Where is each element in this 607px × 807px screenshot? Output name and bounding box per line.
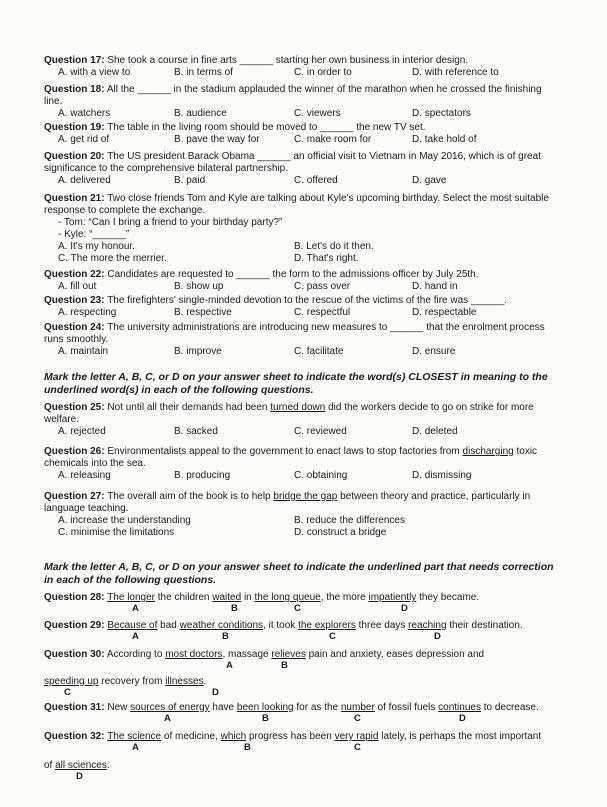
underlined-word: discharging [462,446,514,457]
letter-b: B [222,631,229,642]
letter-c: C [354,742,361,753]
part-a[interactable]: Because of [107,620,158,631]
option-b[interactable]: B. show up [174,281,224,292]
option-b[interactable]: B. respective [174,307,232,318]
option-d[interactable]: D. take hold of [412,134,477,145]
option-a[interactable]: A. delivered [58,175,111,186]
option-d[interactable]: D. with reference to [412,67,499,78]
part-c[interactable]: the long queue [254,592,321,603]
option-c[interactable]: C. viewers [294,108,341,119]
letter-a: A [164,713,171,724]
option-d[interactable]: D. ensure [412,346,456,357]
option-c[interactable]: C. pass over [294,281,351,292]
letter-b: B [244,742,251,753]
option-d[interactable]: D. respectable [412,307,477,318]
question-32: Question 32: The science of medicine, which progress has been very rapid lately, is perhaps the most important A B C of all sciences. D [44,731,542,782]
option-d[interactable]: D. construct a bridge [294,527,387,538]
letter-d: D [212,687,219,698]
underlined-word: bridge the gap [273,491,338,502]
option-b[interactable]: B. Let's do it then. [294,241,374,252]
option-d[interactable]: D. deleted [412,426,458,437]
part-b[interactable]: weather conditions [179,620,264,631]
option-a[interactable]: A. releasing [58,470,111,481]
letter-a: A [132,742,139,753]
part-c[interactable]: very rapid [334,731,379,742]
letter-d: D [76,771,83,782]
question-24: Question 24: The university administrations are introducing new measures to ______ that the enrolment process runs smoothly. A. maintain B. improve C. facilitate D. ensure [44,322,545,357]
option-c[interactable]: C. in order to [294,67,352,78]
question-29: Question 29: Because of bad weather conditions, it took the explorers three days reaching their destination. A B C D [44,620,523,642]
letter-c: C [329,631,336,642]
letter-a: A [132,631,139,642]
question-27: Question 27: The overall aim of the book is to help bridge the gap between theory and practice, particularly in language teaching. A. increase the understanding B. reduce the differences C. minimise the limitations D. construct a bridge [44,491,531,538]
part-a[interactable]: sources of energy [130,702,210,713]
option-d[interactable]: D. gave [412,175,447,186]
section-instruction-correction: Mark the letter A, B, C, or D on your answer sheet to indicate the underlined part that needs correction in each of the following questions. [44,561,554,586]
part-b[interactable]: been looking [236,702,294,713]
option-d[interactable]: D. That's right. [294,253,359,264]
part-d[interactable]: impatiently [368,592,417,603]
option-b[interactable]: B. audience [174,108,227,119]
question-30: Question 30: According to most doctors, massage relieves pain and anxiety, eases depression and A B speeding up recovery from illnesses. C D [44,649,485,698]
option-a[interactable]: A. get rid of [58,134,110,145]
part-b[interactable]: which [220,731,247,742]
option-d[interactable]: D. dismissing [412,470,472,481]
question-21: Question 21: Two close friends Tom and Kyle are talking about Kyle's upcoming birthday. Select the most suitable response to complete the exchange. - Tom: “Can I bring a friend to your birthday party?” - Kyle: “______” A. It's my honour. B. Let's do it then. C. The more the merrier. D. That's right. [44,193,549,264]
question-20: Question 20: The US president Barack Obama ______ an official visit to Vietnam in May 2016, which is of great significance to the comprehensive bilateral partnership. A. delivered B. paid C. offered D. gave [44,151,541,186]
option-a[interactable]: A. respecting [58,307,117,318]
option-c[interactable]: C. reviewed [294,426,347,437]
question-17: Question 17: She took a course in fine arts ______ starting her own business in interior design. A. with a view to B. in terms of C. in order to D. with reference to [44,55,499,78]
letter-b: B [231,603,238,614]
option-a[interactable]: A. fill out [58,281,97,292]
part-c[interactable]: the explorers [298,620,356,631]
option-d[interactable]: D. spectators [412,108,471,119]
option-a[interactable]: A. increase the understanding [58,515,191,526]
option-a[interactable]: A. rejected [58,426,106,437]
option-a[interactable]: A. with a view to [58,67,131,78]
option-a[interactable]: A. maintain [58,346,109,357]
option-c[interactable]: C. make room for [294,134,372,145]
question-25: Question 25: Not until all their demands had been turned down did the workers decide to go on strike for more welfare. A. rejected B. sacked C. reviewed D. deleted [44,402,534,437]
option-d[interactable]: D. hand in [412,281,458,292]
letter-c: C [294,603,301,614]
part-c[interactable]: speeding up [44,676,99,687]
letter-b: B [262,713,269,724]
letter-d: D [434,631,441,642]
option-c[interactable]: C. offered [294,175,338,186]
section-instruction-closest: Mark the letter A, B, C, or D on your answer sheet to indicate the word(s) CLOSEST in meaning to the underlined word(s) in each of the following questions. [44,371,548,396]
letter-b: B [281,660,288,671]
option-b[interactable]: B. producing [174,470,231,481]
underlined-word: turned down [270,402,326,413]
question-18: Question 18: All the ______ in the stadium applauded the winner of the marathon when he crossed the finishing line. A. watchers B. audience C. viewers D. spectators [44,84,542,119]
option-c[interactable]: C. minimise the limitations [58,527,175,538]
question-31: Question 31: New sources of energy have been looking for as the number of fossil fuels continues to decrease. A B C D [44,702,539,724]
letter-c: C [354,713,361,724]
option-b[interactable]: B. improve [174,346,222,357]
question-23: Question 23: The firefighters' single-minded devotion to the rescue of the victims of the fire was ______. A. respecting B. respective C. respectful D. respectable [44,295,508,318]
option-a[interactable]: A. watchers [58,108,111,119]
part-a[interactable]: The longer [107,592,155,603]
letter-a: A [132,603,139,614]
option-b[interactable]: B. sacked [174,426,218,437]
option-b[interactable]: B. in terms of [174,67,233,78]
option-b[interactable]: B. reduce the differences [294,515,405,526]
option-c[interactable]: C. obtaining [294,470,348,481]
question-28: Question 28: The longer the children waited in the long queue, the more impatiently they became. A B C D [44,592,480,614]
letter-c: C [64,687,71,698]
question-19: Question 19: The table in the living room should be moved to ______ the new TV set. A. get rid of B. pave the way for C. make room for D. take hold of [44,122,477,145]
part-a[interactable]: The science [107,731,162,742]
letter-d: D [401,603,408,614]
option-c[interactable]: C. facilitate [294,346,344,357]
option-b[interactable]: B. pave the way for [174,134,260,145]
option-c[interactable]: C. respectful [294,307,351,318]
part-b[interactable]: relieves [271,649,306,660]
part-d[interactable]: continues [438,702,481,713]
question-26: Question 26: Environmentalists appeal to the government to enact laws to stop factories from discharging toxic chemicals into the sea. A. releasing B. producing C. obtaining D. dismissing [44,446,538,481]
part-b[interactable]: waited [212,592,242,603]
part-c[interactable]: number [340,702,375,713]
part-d[interactable]: reaching [408,620,447,631]
part-d[interactable]: all sciences [55,760,107,771]
letter-a: A [226,660,233,671]
question-22: Question 22: Candidates are requested to ______ the form to the admissions officer by July 25th. A. fill out B. show up C. pass over D. hand in [44,269,479,292]
option-c[interactable]: C. The more the merrier. [58,253,167,264]
letter-d: D [459,713,466,724]
part-a[interactable]: most doctors [165,649,223,660]
part-d[interactable]: illnesses [165,676,204,687]
option-a[interactable]: A. It's my honour. [58,241,135,252]
option-b[interactable]: B. paid [174,175,206,186]
